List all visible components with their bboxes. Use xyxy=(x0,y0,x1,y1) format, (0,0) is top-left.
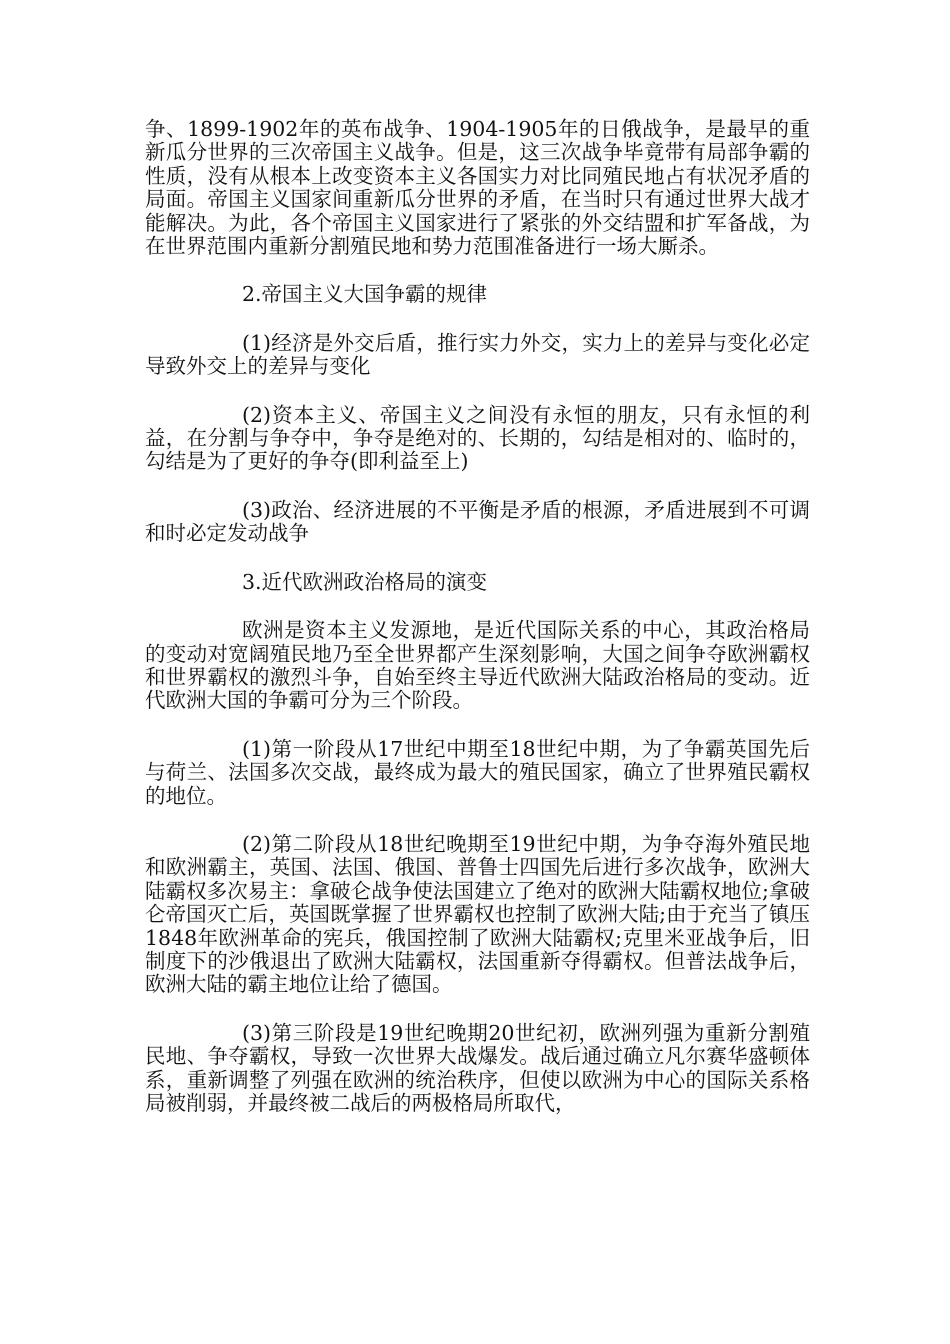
rule-item-1: (1)经济是外交后盾，推行实力外交，实力上的差异与变化必定导致外交上的差异与变化 xyxy=(145,330,810,379)
stage-3-paragraph: (3)第三阶段是19世纪晚期20世纪初，欧洲列强为重新分割殖民地、争夺霸权，导致一次世界大战爆发。战后通过确立凡尔赛华盛顿体系，重新调整了列强在欧洲的统治秩序，但使以欧洲为中心的国际关系格局被削弱，并最终被二战后的两极格局所取代， xyxy=(145,1020,810,1115)
europe-intro-paragraph: 欧洲是资本主义发源地，是近代国际关系的中心，其政治格局的变动对宽阔殖民地乃至全世界都产生深刻影响，大国之间争夺欧洲霸权和世界霸权的激烈斗争，自始至终主导近代欧洲大陆政治格局的变动。近代欧洲大国的争霸可分为三个阶段。 xyxy=(145,618,810,713)
section-heading-2: 2.帝国主义大国争霸的规律 xyxy=(242,282,488,307)
document-body xyxy=(145,118,810,1140)
section-heading-3: 3.近代欧洲政治格局的演变 xyxy=(242,569,488,594)
rule-item-2: (2)资本主义、帝国主义之间没有永恒的朋友，只有永恒的利益，在分割与争夺中，争夺是绝对的、长期的，勾结是相对的、临时的，勾结是为了更好的争夺(即利益至上) xyxy=(145,402,810,474)
stage-2-paragraph: (2)第二阶段从18世纪晚期至19世纪中期，为争夺海外殖民地和欧洲霸主，英国、法国、俄国、普鲁士四国先后进行多次战争，欧洲大陆霸权多次易主：拿破仑战争使法国建立了绝对的欧洲大陆霸权地位;拿破仑帝国灭亡后，英国既掌握了世界霸权也控制了欧洲大陆;由于充当了镇压1848年欧洲革命的宪兵，俄国控制了欧洲大陆霸权;克里米亚战争后，旧制度下的沙俄退出了欧洲大陆霸权，法国重新夺得霸权。但普法战争后，欧洲大陆的霸主地位让给了德国。 xyxy=(145,831,810,997)
stage-1-paragraph: (1)第一阶段从17世纪中期至18世纪中期，为了争霸英国先后与荷兰、法国多次交战，最终成为最大的殖民国家，确立了世界殖民霸权的地位。 xyxy=(145,736,810,808)
paragraph-continuation: 争、1899-1902年的英布战争、1904-1905年的日俄战争，是最早的重新瓜分世界的三次帝国主义战争。但是，这三次战争毕竟带有局部争霸的性质，没有从根本上改变资本主义各国实力对比同殖民地占有状况矛盾的局面。帝国主义国家间重新瓜分世界的矛盾，在当时只有通过世界大战才能解决。为此，各个帝国主义国家进行了紧张的外交结盟和扩军备战，为在世界范围内重新分割殖民地和势力范围准备进行一场大厮杀。 xyxy=(145,117,810,259)
rule-item-3: (3)政治、经济进展的不平衡是矛盾的根源，矛盾进展到不可调和时必定发动战争 xyxy=(145,497,810,546)
